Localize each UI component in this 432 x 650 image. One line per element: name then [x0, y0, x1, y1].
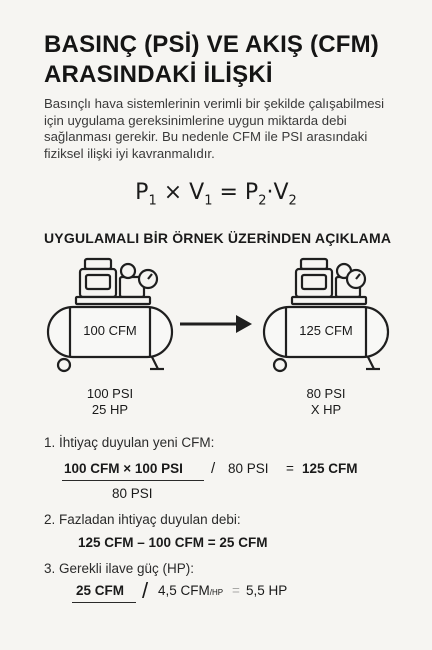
formula-sub1: 1 [148, 193, 157, 209]
step3-result: 5,5 HP [246, 583, 288, 598]
step1-denominator: 80 PSI [112, 486, 153, 501]
gas-law-formula [0, 180, 432, 208]
left-compressor-cfm: 100 CFM [83, 323, 137, 338]
step1-result: 125 CFM [302, 461, 358, 476]
formula-v1: V [189, 180, 205, 205]
formula-dot: · [266, 180, 274, 205]
step2-label: 2. Fazladan ihtiyaç duyulan debi: [44, 512, 241, 527]
formula-sub4: 2 [288, 193, 297, 209]
formula-equals: = [212, 180, 245, 205]
compressor-right-icon [264, 259, 388, 371]
step2-expression: 125 CFM – 100 CFM = 25 CFM [78, 535, 268, 550]
step3-divisor-value: 4,5 CFM [158, 583, 210, 598]
right-hp: X HP [310, 402, 342, 417]
formula-v2: V [273, 180, 289, 205]
step1-fraction-line [62, 480, 204, 481]
step3-numerator: 25 CFM [76, 583, 125, 598]
step3-divisor-unit: /HP [209, 588, 224, 597]
left-psi: 100 PSI [86, 386, 134, 401]
arrow-right-icon [180, 315, 252, 333]
formula-sub3: 2 [258, 193, 267, 209]
step1-divisor: 80 PSI [228, 461, 269, 476]
page-title [44, 30, 379, 90]
left-hp: 25 HP [91, 402, 129, 417]
step3-underline [72, 602, 136, 603]
compressor-left-icon [48, 259, 172, 371]
intro-paragraph: Basınçlı hava sistemlerinin verimli bir şekilde çalışabilmesi için uygulama gereksinimlerine uygun miktarda debi sağlanması gerekir. Bu nedenle CFM ile PSI arasındaki fiziksel ilişki iyi kavranmalıdır. [44, 96, 385, 161]
step3-label: 3. Gerekli ilave güç (HP): [44, 561, 195, 576]
formula-sub2: 1 [204, 193, 213, 209]
step1-numerator: 100 CFM × 100 PSI [64, 461, 183, 476]
right-compressor-specs [266, 386, 386, 418]
title-line-2: ARASINDAKİ İLİŞKİ [44, 61, 273, 88]
step1-slash: / [211, 460, 216, 477]
left-compressor-specs [50, 386, 170, 418]
formula-p2: P [244, 180, 259, 205]
right-psi: 80 PSI [306, 386, 346, 401]
step3-divisor [158, 583, 223, 598]
formula-p1: P [135, 180, 149, 205]
formula-times: × [156, 180, 190, 205]
title-line-1: BASINÇ (PSİ) VE AKIŞ (CFM) [44, 31, 379, 58]
right-compressor-cfm: 125 CFM [299, 323, 353, 338]
step1-equals: = [286, 461, 294, 476]
step1-label: 1. İhtiyaç duyulan yeni CFM: [44, 435, 215, 450]
step3-slash: / [142, 578, 149, 603]
compressor-illustration [0, 255, 432, 385]
section-subtitle: UYGULAMALI BİR ÖRNEK ÜZERİNDEN AÇIKLAMA [44, 230, 392, 246]
step3-equals: = [232, 583, 240, 598]
